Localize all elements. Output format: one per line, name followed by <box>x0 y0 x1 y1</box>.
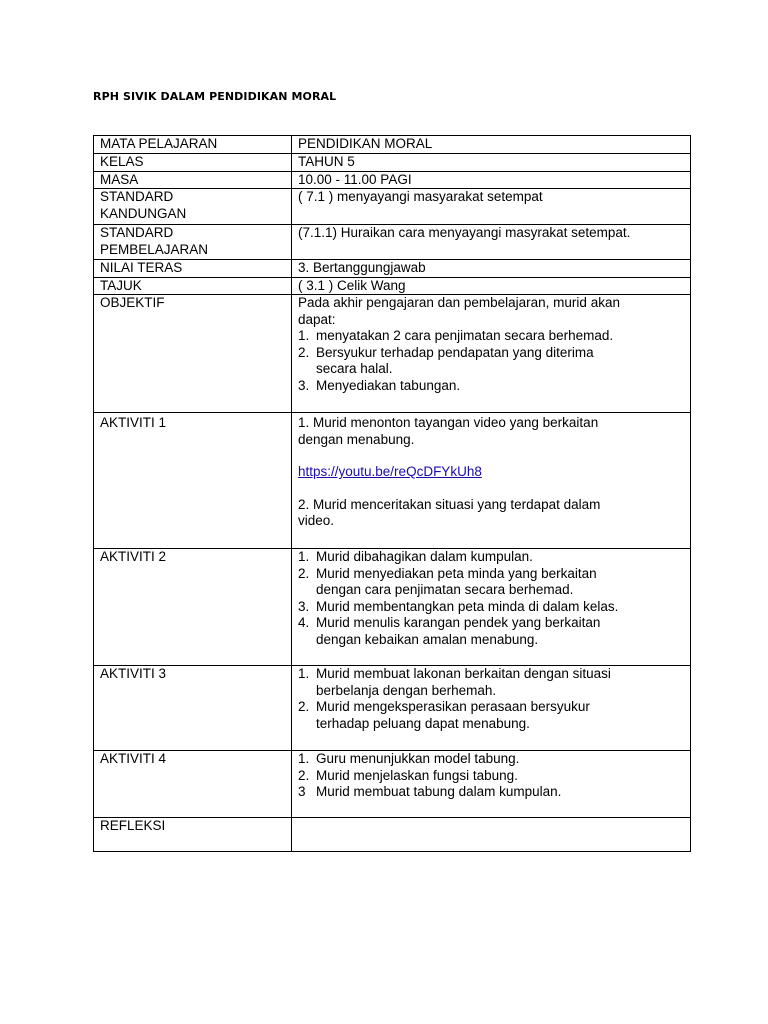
list-item <box>298 615 686 648</box>
item-text: Murid membentangkan peta minda di dalam kelas. <box>316 598 619 614</box>
activity-text-line: dengan menabung. <box>298 431 415 447</box>
row-label-line: PEMBELAJARAN <box>100 241 209 257</box>
list-item <box>298 699 686 732</box>
row-value: PENDIDIKAN MORAL <box>298 136 433 151</box>
list-item <box>298 784 686 801</box>
value-cell <box>292 136 691 154</box>
label-cell <box>94 549 292 666</box>
list-item <box>298 328 686 345</box>
item-number: 3 <box>298 784 306 799</box>
row-refleksi <box>94 818 691 852</box>
row-label-line: KANDUNGAN <box>100 205 187 221</box>
row-value: (7.1.1) Huraikan cara menyayangi masyrakat setempat. <box>298 225 631 240</box>
row-aktiviti-4 <box>94 751 691 818</box>
row-label: AKTIVITI 2 <box>100 549 167 564</box>
row-value: 3. Bertanggungjawab <box>298 260 426 275</box>
value-cell <box>292 413 691 549</box>
item-number: 2. <box>298 699 310 714</box>
item-text: berbelanja dengan berhemah. <box>316 682 497 698</box>
activity-text-line: 2. Murid menceritakan situasi yang terdapat dalam <box>298 496 601 512</box>
row-value: 10.00 - 11.00 PAGI <box>298 171 412 187</box>
item-text: Murid membuat tabung dalam kumpulan. <box>316 784 562 799</box>
row-label: AKTIVITI 3 <box>100 666 167 681</box>
row-value: ( 3.1 ) Celik Wang <box>298 277 406 293</box>
item-number: 1. <box>298 549 310 564</box>
label-cell <box>94 277 292 295</box>
item-number: 1. <box>298 666 310 681</box>
value-cell <box>292 171 691 189</box>
item-text: Bersyukur terhadap pendapatan yang diterima <box>316 344 594 360</box>
list-item <box>298 768 686 785</box>
item-number: 1. <box>298 328 310 343</box>
lesson-plan-table <box>93 135 691 852</box>
item-text: dengan cara penjimatan secara berhemad. <box>316 582 574 597</box>
row-label: MASA <box>100 171 139 187</box>
activity-text-line: 1. Murid menonton tayangan video yang berkaitan <box>298 415 599 430</box>
row-value: TAHUN 5 <box>298 154 355 169</box>
list-item <box>298 666 686 699</box>
value-cell <box>292 154 691 172</box>
row-label: TAJUK <box>100 277 142 293</box>
value-cell <box>292 549 691 666</box>
paragraph-gap <box>298 448 686 464</box>
label-cell <box>94 189 292 225</box>
label-cell <box>94 260 292 278</box>
item-text: Murid mengeksperasikan perasaan bersyukur <box>316 699 590 714</box>
list-item <box>298 751 686 768</box>
item-text: Murid dibahagikan dalam kumpulan. <box>316 549 533 564</box>
list-item <box>298 566 686 599</box>
row-label: REFLEKSI <box>100 818 166 833</box>
objective-intro-line: dapat: <box>298 311 336 327</box>
list-item <box>298 345 686 378</box>
row-mata-pelajaran <box>94 136 691 154</box>
row-objektif <box>94 295 691 413</box>
item-text: dengan kebaikan amalan menabung. <box>316 631 539 647</box>
activity-list <box>298 751 686 801</box>
item-number: 2. <box>298 344 310 360</box>
activity-list <box>298 549 686 648</box>
objective-intro-line: Pada akhir pengajaran dan pembelajaran, murid akan <box>298 295 620 310</box>
video-link[interactable]: https://youtu.be/reQcDFYkUh8 <box>298 464 482 479</box>
row-kelas <box>94 154 691 172</box>
item-text: Murid menjelaskan fungsi tabung. <box>316 767 518 783</box>
list-item <box>298 599 686 616</box>
row-aktiviti-1 <box>94 413 691 549</box>
value-cell <box>292 277 691 295</box>
row-label: KELAS <box>100 154 144 169</box>
item-number: 1. <box>298 751 310 766</box>
item-text: menyatakan 2 cara penjimatan secara berhemad. <box>316 328 614 343</box>
row-aktiviti-2 <box>94 549 691 666</box>
value-cell <box>292 751 691 818</box>
item-text: Menyediakan tabungan. <box>316 377 461 393</box>
label-cell <box>94 154 292 172</box>
list-item <box>298 378 686 395</box>
label-cell <box>94 171 292 189</box>
value-cell <box>292 260 691 278</box>
row-nilai-teras <box>94 260 691 278</box>
item-number: 2. <box>298 565 310 581</box>
document-title: RPH SIVIK DALAM PENDIDIKAN MORAL <box>93 90 337 103</box>
paragraph-gap <box>298 481 686 497</box>
row-masa <box>94 171 691 189</box>
value-cell <box>292 295 691 413</box>
item-text: Murid menyediakan peta minda yang berkaitan <box>316 565 597 581</box>
value-cell <box>292 225 691 260</box>
activity-list <box>298 666 686 732</box>
row-label: NILAI TERAS <box>100 260 183 275</box>
row-standard-pembelajaran <box>94 225 691 260</box>
value-cell <box>292 818 691 852</box>
item-text: secara halal. <box>316 361 393 376</box>
label-cell <box>94 818 292 852</box>
objective-list <box>298 328 686 394</box>
row-tajuk <box>94 277 691 295</box>
label-cell <box>94 136 292 154</box>
row-label-line: STANDARD <box>100 225 174 240</box>
item-number: 3. <box>298 598 310 614</box>
row-value: ( 7.1 ) menyayangi masyarakat setempat <box>298 189 543 204</box>
item-text: Murid menulis karangan pendek yang berkaitan <box>316 615 601 630</box>
item-text: Guru menunjukkan model tabung. <box>316 751 520 766</box>
label-cell <box>94 225 292 260</box>
value-cell <box>292 189 691 225</box>
row-label: AKTIVITI 1 <box>100 415 167 430</box>
row-standard-kandungan <box>94 189 691 225</box>
item-text: terhadap peluang dapat menabung. <box>316 715 530 731</box>
activity-text-line: video. <box>298 513 335 528</box>
value-cell <box>292 666 691 751</box>
row-label: MATA PELAJARAN <box>100 136 218 151</box>
list-item <box>298 549 686 566</box>
label-cell <box>94 666 292 751</box>
label-cell <box>94 751 292 818</box>
row-label-line: STANDARD <box>100 189 174 204</box>
row-label: AKTIVITI 4 <box>100 751 167 766</box>
label-cell <box>94 295 292 413</box>
label-cell <box>94 413 292 549</box>
item-number: 3. <box>298 377 310 393</box>
item-number: 2. <box>298 767 310 783</box>
row-aktiviti-3 <box>94 666 691 751</box>
row-label: OBJEKTIF <box>100 295 165 310</box>
item-text: Murid membuat lakonan berkaitan dengan situasi <box>316 666 611 681</box>
item-number: 4. <box>298 615 310 630</box>
